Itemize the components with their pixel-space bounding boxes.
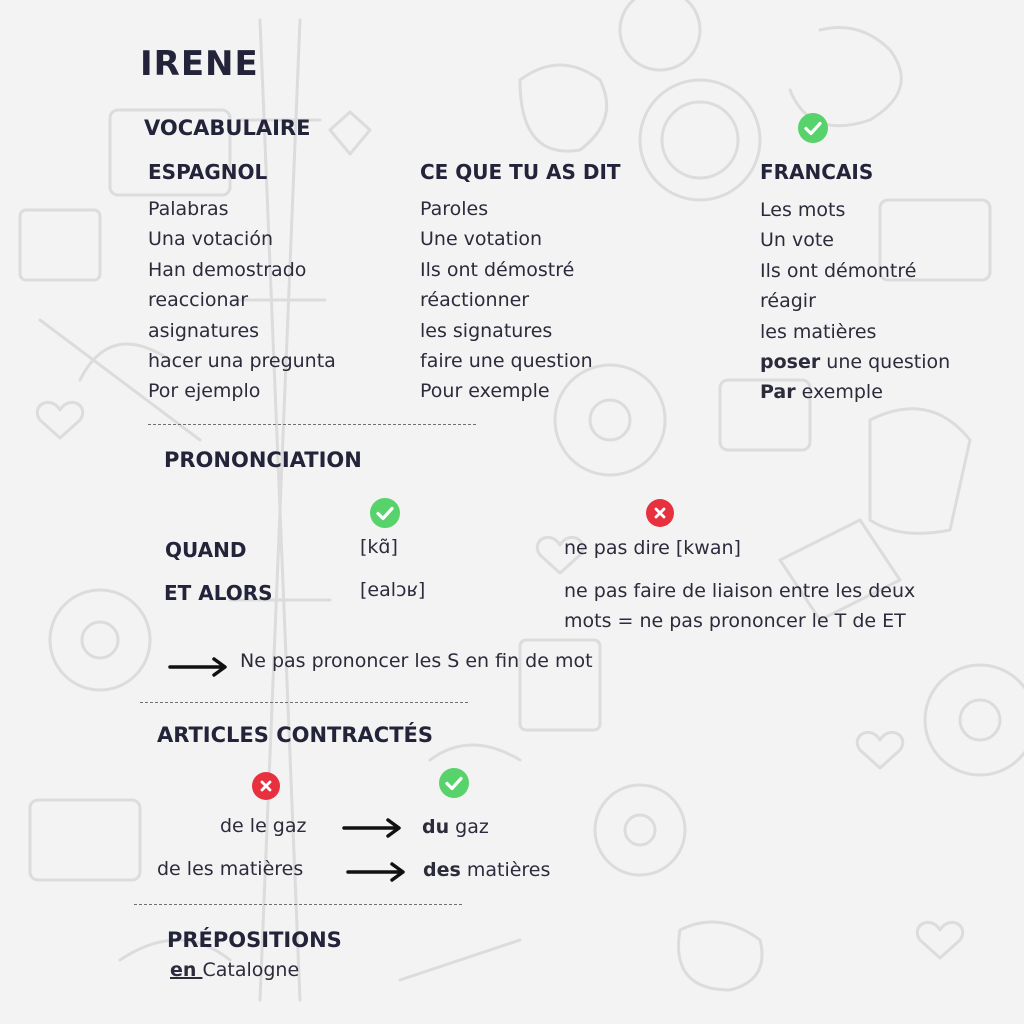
- article-wrong-2: de les matières: [157, 858, 304, 880]
- french-item: Un vote: [760, 229, 834, 252]
- article-right-2-bold: des: [423, 859, 461, 881]
- french-item: réagir: [760, 290, 816, 313]
- col-spanish-title: ESPAGNOL: [148, 160, 268, 184]
- pron-note-etalors-1: ne pas faire de liaison entre les deux: [564, 580, 916, 602]
- pron-note-quand: ne pas dire [kwan]: [564, 537, 741, 559]
- article-right-2-rest: matières: [460, 859, 551, 881]
- cross-icon: [646, 499, 674, 527]
- said-item: Pour exemple: [420, 380, 550, 403]
- prep-rest: Catalogne: [202, 959, 300, 981]
- said-item: les signatures: [420, 319, 553, 342]
- article-right-1-bold: du: [422, 816, 450, 838]
- prep-example: [170, 959, 299, 981]
- divider: [140, 702, 468, 703]
- article-right-1-rest: gaz: [449, 816, 489, 838]
- pron-word-quand: QUAND: [165, 538, 247, 562]
- french-item: Par exemple: [760, 381, 883, 404]
- french-item: Les mots: [760, 199, 846, 221]
- article-right-2: [423, 859, 550, 881]
- said-item: Ils ont démostré: [420, 258, 575, 281]
- said-item: Une votation: [420, 228, 543, 251]
- articles-heading: ARTICLES CONTRACTÉS: [157, 723, 433, 747]
- check-icon: [370, 498, 400, 528]
- prep-bold: en: [170, 959, 197, 981]
- spanish-item: asignatures: [148, 319, 260, 342]
- spanish-item: Por ejemplo: [148, 380, 261, 403]
- said-item: Paroles: [420, 198, 489, 220]
- pron-heading: PRONONCIATION: [164, 448, 362, 472]
- pron-ipa-quand: [kɑ̃]: [360, 536, 398, 558]
- spanish-item: hacer una pregunta: [148, 349, 336, 372]
- check-icon: [439, 768, 469, 798]
- french-list: [760, 195, 950, 408]
- arrow-right-icon: [346, 862, 408, 882]
- divider: [148, 424, 476, 425]
- article-wrong-1: de le gaz: [220, 815, 307, 837]
- col-said-title: CE QUE TU AS DIT: [420, 160, 621, 184]
- said-item: réactionner: [420, 289, 530, 312]
- pron-note-etalors-2: mots = ne pas prononcer le T de ET: [564, 610, 906, 632]
- pron-ipa-etalors: [ealɔʁ]: [360, 579, 426, 601]
- arrow-right-icon: [168, 657, 230, 677]
- col-french-title: FRANCAIS: [760, 160, 874, 184]
- spanish-item: Palabras: [148, 198, 229, 220]
- pron-word-etalors: ET ALORS: [164, 581, 273, 605]
- divider: [134, 904, 462, 905]
- said-list: [420, 194, 593, 407]
- prep-heading: PRÉPOSITIONS: [167, 928, 342, 952]
- article-right-1: [422, 816, 489, 838]
- vocab-heading: VOCABULAIRE: [144, 116, 311, 140]
- french-item: Ils ont démontré: [760, 259, 917, 282]
- said-item: faire une question: [420, 349, 593, 372]
- spanish-item: Una votación: [148, 228, 273, 251]
- spanish-item: reaccionar: [148, 289, 249, 312]
- spanish-list: [148, 194, 336, 407]
- pron-arrow-note: Ne pas prononcer les S en fin de mot: [240, 650, 593, 672]
- french-item: poser une question: [760, 350, 951, 373]
- page-title: IRENE: [140, 44, 259, 84]
- check-icon: [798, 113, 828, 143]
- french-item: les matières: [760, 320, 877, 343]
- cross-icon: [252, 772, 280, 800]
- arrow-right-icon: [342, 818, 404, 838]
- spanish-item: Han demostrado: [148, 258, 307, 281]
